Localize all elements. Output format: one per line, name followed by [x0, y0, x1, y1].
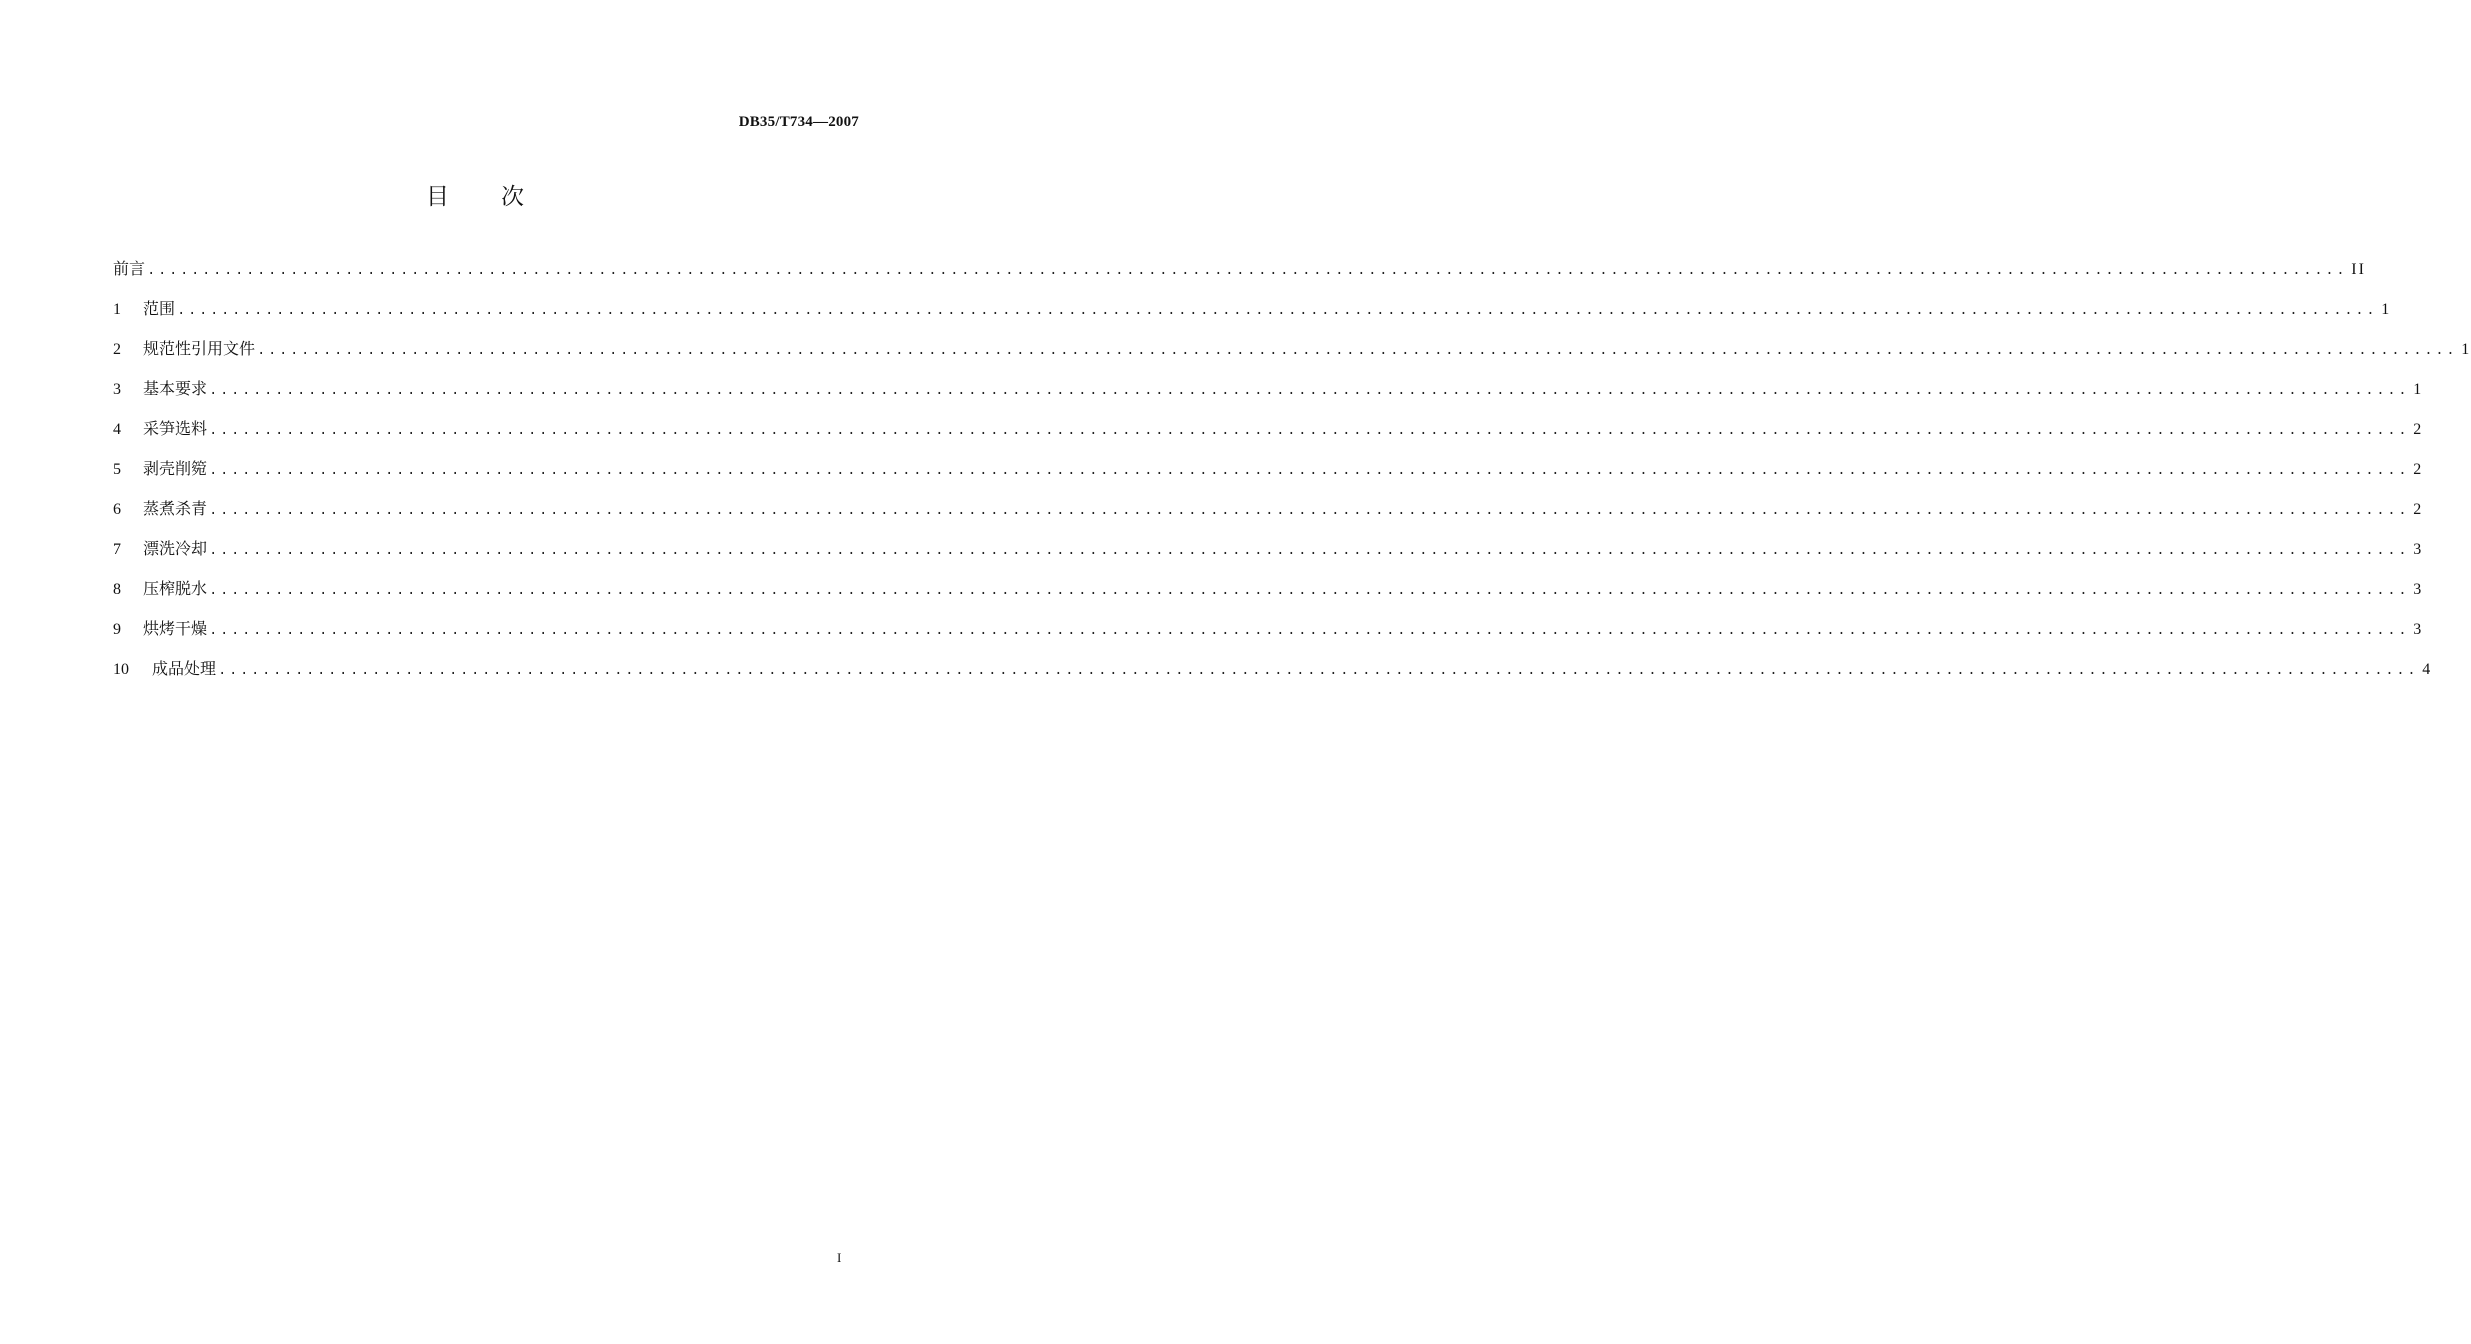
toc-entry-6[interactable]: [113, 496, 2424, 536]
toc-entry-10[interactable]: [113, 656, 2433, 696]
toc-leader-dots: ........................................................................................................................................................................................................: [209, 543, 2410, 559]
page-number: I: [837, 1250, 842, 1265]
toc-number: 7: [113, 541, 121, 558]
toc-number: 4: [113, 421, 121, 438]
toc-label: 规范性引用文件: [143, 339, 256, 358]
toc-number: 10: [113, 661, 129, 678]
toc-number: 8: [113, 581, 121, 598]
toc-label: 范围: [143, 299, 176, 318]
toc-label: 漂洗冷却: [143, 539, 208, 558]
toc-page: 2: [2413, 421, 2424, 438]
toc-number: 2: [113, 341, 121, 358]
toc-page: 3: [2413, 621, 2424, 638]
toc-label: 烘烤干燥: [143, 619, 208, 638]
toc-leader-dots: ........................................................................................................................................................................................................: [177, 303, 2378, 319]
document-code: DB35/T734—2007: [738, 114, 859, 130]
toc-page: 1: [2461, 341, 2471, 358]
toc-entry-foreword[interactable]: [113, 256, 2366, 296]
toc-page: 1: [2413, 381, 2424, 398]
toc-leader-dots: ........................................................................................................................................................................................................: [209, 503, 2410, 519]
page-title: [0, 178, 950, 211]
toc-leader-dots: ........................................................................................................................................................................................................: [209, 423, 2410, 439]
toc-page: 1: [2381, 301, 2392, 318]
toc-entry-5[interactable]: [113, 456, 2424, 496]
toc-leader-dots: ........................................................................................................................................................................................................: [209, 463, 2410, 479]
toc-number: 1: [113, 301, 121, 318]
toc-label: 蒸煮杀青: [143, 499, 208, 518]
toc-page: 3: [2413, 581, 2424, 598]
title-char-1: 目: [426, 184, 449, 210]
title-char-2: 次: [501, 184, 524, 210]
toc-label: 基本要求: [143, 379, 208, 398]
toc-entry-2[interactable]: [113, 336, 2471, 376]
toc-entry-1[interactable]: [113, 296, 2392, 336]
toc-label: 压榨脱水: [143, 579, 208, 598]
toc-leader-dots: ........................................................................................................................................................................................................: [209, 583, 2410, 599]
toc-page: 2: [2413, 501, 2424, 518]
toc-entry-8[interactable]: [113, 576, 2424, 616]
toc-entry-3[interactable]: [113, 376, 2424, 416]
toc-number: 3: [113, 381, 121, 398]
toc-entry-4[interactable]: [113, 416, 2424, 456]
toc-label: 前言: [113, 259, 146, 278]
toc-number: 9: [113, 621, 121, 638]
toc-number: 5: [113, 461, 121, 478]
toc-label: 剥壳削箢: [143, 459, 208, 478]
toc-page: II: [2351, 261, 2366, 278]
toc-entry-9[interactable]: [113, 616, 2424, 656]
toc-entry-7[interactable]: [113, 536, 2424, 576]
toc-number: 6: [113, 501, 121, 518]
toc-leader-dots: ........................................................................................................................................................................................................: [209, 623, 2410, 639]
table-of-contents: [113, 256, 2471, 696]
toc-page: 3: [2413, 541, 2424, 558]
toc-leader-dots: ........................................................................................................................................................................................................: [147, 263, 2348, 279]
toc-page: 2: [2413, 461, 2424, 478]
toc-page: 4: [2422, 661, 2433, 678]
toc-leader-dots: ........................................................................................................................................................................................................: [257, 343, 2458, 359]
toc-label: 成品处理: [152, 659, 217, 678]
toc-leader-dots: ........................................................................................................................................................................................................: [209, 383, 2410, 399]
toc-label: 采笋选料: [143, 419, 208, 438]
toc-leader-dots: ........................................................................................................................................................................................................: [218, 663, 2419, 679]
